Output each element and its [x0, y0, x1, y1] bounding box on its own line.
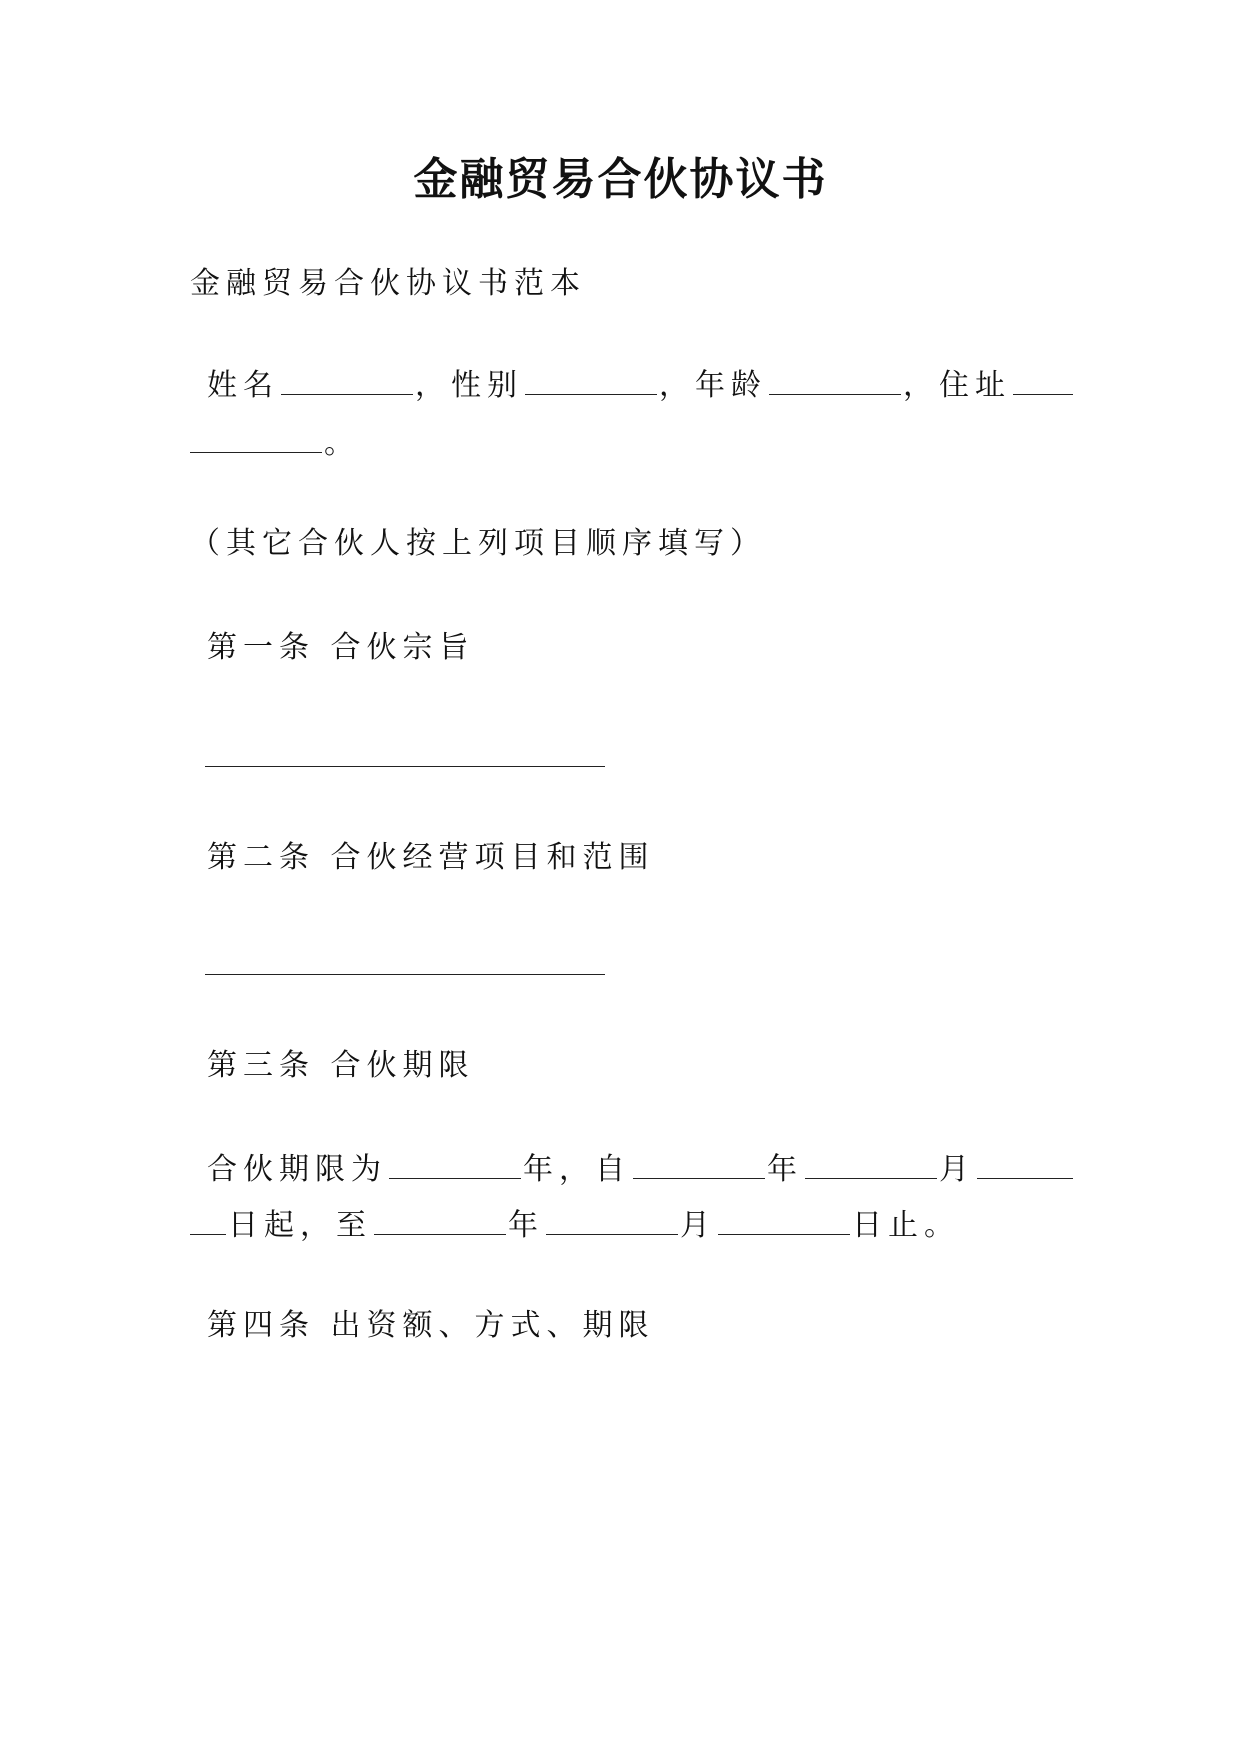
- term-text: 月: [680, 1208, 716, 1243]
- term-text: 年，自: [523, 1152, 631, 1187]
- term-text: 月: [939, 1152, 975, 1187]
- document-subtitle: 金融贸易合伙协议书范本: [190, 266, 586, 301]
- party-info-line: [207, 366, 1075, 406]
- document-title: 金融贸易合伙协议书: [413, 154, 828, 205]
- term-text: 日止。: [852, 1208, 960, 1243]
- separator: ，: [415, 368, 451, 403]
- period: 。: [324, 426, 360, 461]
- age-blank: [769, 366, 901, 395]
- age-label: 年龄: [695, 368, 767, 403]
- term-text: 日起，至: [228, 1208, 372, 1243]
- name-blank: [281, 366, 413, 395]
- article-2-heading: 第二条 合伙经营项目和范围: [207, 840, 655, 875]
- years-blank: [389, 1150, 521, 1179]
- term-line: [207, 1150, 1075, 1190]
- end-year-blank: [374, 1206, 506, 1235]
- gender-label: 性别: [451, 368, 523, 403]
- address-blank: [1013, 366, 1073, 395]
- name-label: 姓名: [207, 368, 279, 403]
- address-label: 住址: [939, 368, 1011, 403]
- article-4-heading: 第四条 出资额、方式、期限: [207, 1308, 655, 1343]
- start-day-blank: [977, 1150, 1073, 1179]
- article-1-blank: [205, 766, 605, 767]
- separator: ，: [659, 368, 695, 403]
- start-year-blank: [633, 1150, 765, 1179]
- term-text: 合伙期限为: [207, 1152, 387, 1187]
- fill-note: （其它合伙人按上列项目顺序填写）: [190, 526, 766, 561]
- end-day-blank: [718, 1206, 850, 1235]
- address-blank-cont: [190, 424, 322, 453]
- gender-blank: [525, 366, 657, 395]
- party-info-line-cont: [188, 424, 360, 464]
- start-month-blank: [805, 1150, 937, 1179]
- term-text: 年: [508, 1208, 544, 1243]
- article-2-blank: [205, 974, 605, 975]
- start-day-blank-cont: [190, 1206, 226, 1235]
- end-month-blank: [546, 1206, 678, 1235]
- term-text: 年: [767, 1152, 803, 1187]
- article-1-heading: 第一条 合伙宗旨: [207, 630, 475, 665]
- article-3-heading: 第三条 合伙期限: [207, 1048, 475, 1083]
- separator: ，: [903, 368, 939, 403]
- term-line-cont: [188, 1206, 960, 1246]
